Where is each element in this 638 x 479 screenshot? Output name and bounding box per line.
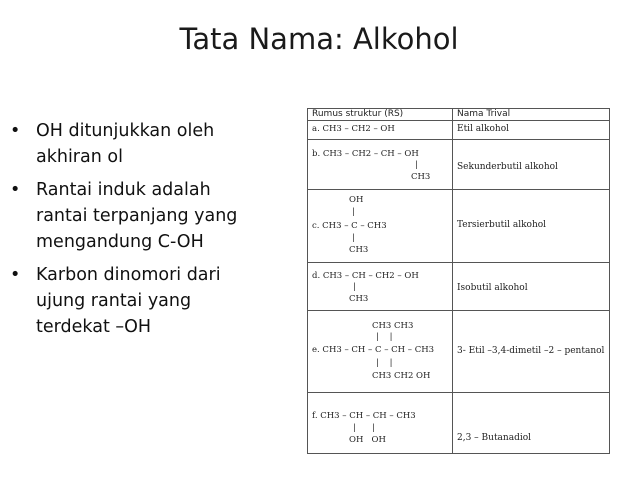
table-row xyxy=(307,392,610,454)
structure-line: d. CH3 – CH – CH2 – OH xyxy=(312,271,419,281)
bullet-dot: • xyxy=(10,121,21,141)
nomenclature-table xyxy=(307,108,610,475)
column-divider xyxy=(452,393,453,453)
table-row xyxy=(307,139,610,189)
trivial-name: Isobutil alkohol xyxy=(457,283,528,293)
table-header-row xyxy=(307,108,610,120)
bond-line: | xyxy=(352,233,355,243)
structure-line: CH3 xyxy=(411,172,431,182)
bond-line: | xyxy=(415,160,418,170)
bond-line: | | xyxy=(353,423,375,433)
trivial-name: Sekunderbutil alkohol xyxy=(457,162,558,172)
slide-title: Tata Nama: Alkohol xyxy=(179,22,459,56)
trivial-name: Tersierbutil alkohol xyxy=(457,220,547,230)
bullet-dot: • xyxy=(10,265,21,285)
structure-line: c. CH3 – C – CH3 xyxy=(312,221,387,231)
structure-line: CH3 xyxy=(349,245,369,255)
bullet-text: Rantai induk adalah rantai terpanjang yang mengandung C-OH xyxy=(36,180,238,252)
bullet-item xyxy=(10,177,295,255)
structure-line: a. CH3 – CH2 – OH xyxy=(312,124,395,134)
structure-line: CH3 CH2 OH xyxy=(372,371,431,381)
table-row xyxy=(307,310,610,392)
trivial-name: Etil alkohol xyxy=(457,124,510,134)
column-divider xyxy=(452,311,453,392)
bond-line: | xyxy=(352,207,355,217)
header-name: Nama Trival xyxy=(457,109,511,119)
table-row xyxy=(307,262,610,310)
bond-line: | | xyxy=(376,358,393,368)
bullet-item xyxy=(10,118,295,170)
structure-line: CH3 xyxy=(349,294,369,304)
bullet-text: OH ditunjukkan oleh akhiran ol xyxy=(36,121,215,167)
column-divider xyxy=(452,121,453,139)
bond-line: | xyxy=(353,282,356,292)
table-row xyxy=(307,189,610,262)
column-divider xyxy=(452,263,453,310)
bullet-dot: • xyxy=(10,180,21,200)
bullet-item xyxy=(10,262,295,340)
column-divider xyxy=(452,109,453,120)
column-divider xyxy=(452,190,453,262)
column-divider xyxy=(452,140,453,189)
bullet-list xyxy=(10,118,295,347)
structure-line: e. CH3 – CH – C – CH – CH3 xyxy=(312,345,435,355)
structure-line: CH3 CH3 xyxy=(372,321,414,331)
structure-line: OH OH xyxy=(349,435,386,445)
structure-line: b. CH3 – CH2 – CH – OH xyxy=(312,149,419,159)
structure-line: f. CH3 – CH – CH – CH3 xyxy=(312,411,416,421)
trivial-name: 3- Etil –3,4-dimetil –2 – pentanol xyxy=(457,346,605,356)
header-structure: Rumus struktur (RS) xyxy=(312,109,404,119)
trivial-name: 2,3 – Butanadiol xyxy=(457,433,532,443)
bond-line: | | xyxy=(376,332,393,342)
table-row xyxy=(307,120,610,139)
bullet-text: Karbon dinomori dari ujung rantai yang terdekat –OH xyxy=(36,265,221,337)
structure-line: OH xyxy=(349,195,364,205)
